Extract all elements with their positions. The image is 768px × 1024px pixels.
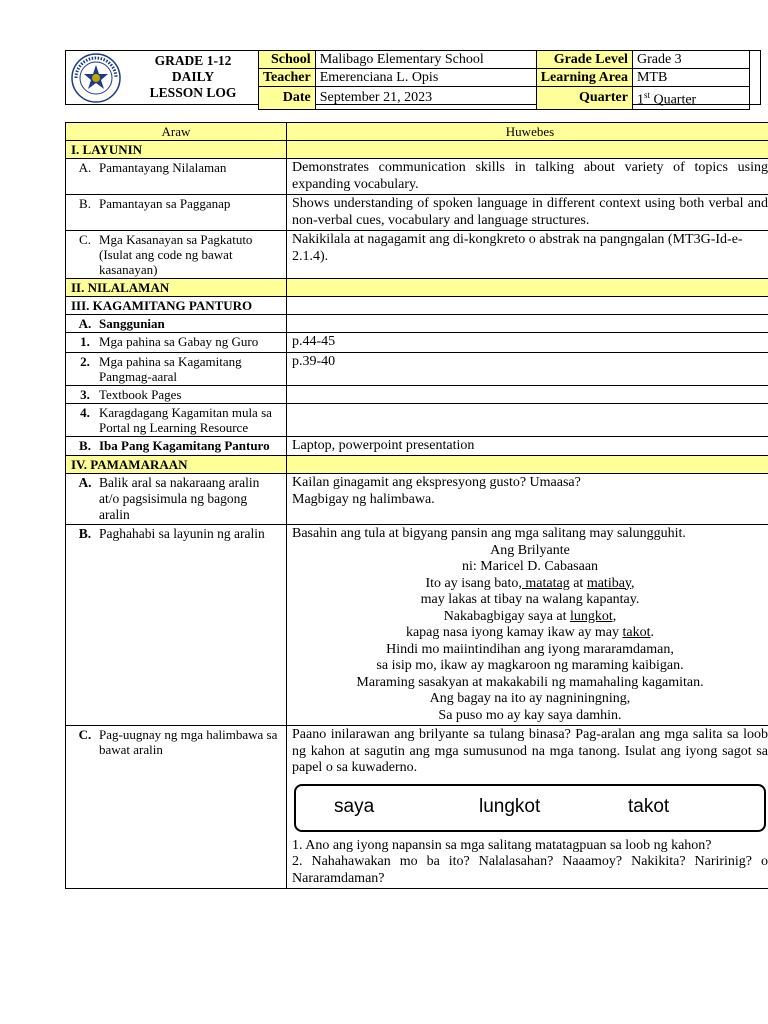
table-row: 1. Mga pahina sa Gabay ng Guro p.44-45 <box>66 333 768 353</box>
word-takot: takot <box>628 796 670 818</box>
section-kagamitang-panturo: III. KAGAMITANG PANTURO <box>66 297 287 315</box>
poem-author: ni: Maricel D. Cabasaan <box>461 559 599 574</box>
table-row: 2. Mga pahina sa Kagamitang Pangmag-aaral p.39-40 <box>66 352 768 385</box>
question-2: 2. Nahahawakan mo ba ito? Nalalasahan? Naaamoy? Nakikita? Naririnig? o Nararamdaman? <box>292 854 768 886</box>
teacher-label: Teacher <box>259 69 316 87</box>
date-label: Date <box>259 87 316 110</box>
word-box <box>294 784 766 832</box>
table-row: C. Pag-uugnay ng mga halimbawa sa bawat aralin Paano inilarawan ang brilyante sa tulang binasa? Pag-aralan ang mga salita sa loob ng kahon at sagutin ang mga sumusunod na mga tanong. Isulat ang iyong sagot sa papel o sa kuwaderno. saya lungkot takot 1. Ano ang iyong napansin sa mga salitang matatagpuan sa loob ng kahon? 2. Nahahawakan mo ba ito? Nalalasahan? Naaamoy? Nakikita? Naririnig? o Nararamdaman? <box>66 726 768 889</box>
learning-area-value: MTB <box>632 69 749 87</box>
section-nilalaman: II. NILALAMAN <box>66 279 287 297</box>
word-saya: saya <box>334 796 375 818</box>
school-value: Malibago Elementary School <box>315 51 536 69</box>
grade-level-value: Grade 3 <box>632 51 749 69</box>
school-label: School <box>259 51 316 69</box>
table-row: A. Sanggunian <box>66 315 768 333</box>
learning-area-label: Learning Area <box>536 69 632 87</box>
table-row: 3. Textbook Pages <box>66 385 768 403</box>
table-row: 4. Karagdagang Kagamitan mula sa Portal ng Learning Resource <box>66 403 768 436</box>
col-header-araw: Araw <box>66 123 287 141</box>
table-row: C. Mga Kasanayan sa Pagkatuto (Isulat ang code ng bawat kasanayan) Nakikilala at nagagamit ang di-kongkreto o abstrak na pangngalan (MT3G-Id-e-2.1.4). <box>66 231 768 279</box>
poem: Ang Brilyante ni: Maricel D. Cabasaan Ito ay isang bato, matatag at matibay, may lakas at tibay na walang kapantay. Nakabagbigay saya at lungkot, kapag nasa iyong kamay ikaw ay may takot. Hindi mo maiintindihan ang iyong mararamdaman, sa isip mo, ikaw ay magkaroon ng maraming kaibigan. Maraming sasakyan at makakabili ng mamahaling kagamitan. Ang bagay na ito ay nagniningning, Sa puso mo ay kay saya damhin. <box>292 543 768 725</box>
log-title: GRADE 1-12 DAILY LESSON LOG <box>149 53 237 100</box>
quarter-value: 1st Quarter <box>632 87 749 110</box>
header-block <box>65 50 761 108</box>
word-lungkot: lungkot <box>479 796 541 818</box>
poem-cell: Basahin ang tula at bigyang pansin ang mga salitang may salungguhit. Ang Brilyante ni: Maricel D. Cabasaan Ito ay isang bato, matatag at matibay, may lakas at tibay na walang kapantay. Nakabagbigay saya at lungkot, kapag nasa iyong kamay ikaw ay may takot. Hindi mo maiintindihan ang iyong mararamdaman, sa isip mo, ikaw ay magkaroon ng maraming kaibigan. Maraming sasakyan at makakabili ng mamahaling kagamitan. Ang bagay na ito ay nagniningning, Sa puso mo ay kay saya damhin. <box>287 525 768 726</box>
poem-title: Ang Brilyante <box>490 542 570 558</box>
table-row: A. Pamantayang Nilalaman Demonstrates communication skills in talking about variety of topics using expanding vocabulary. <box>66 159 768 195</box>
table-row: B. Paghahabi sa layunin ng aralin Basahin ang tula at bigyang pansin ang mga salitang may salungguhit. Ang Brilyante ni: Maricel D. Cabasaan Ito ay isang bato, matatag at matibay, may lakas at tibay na walang kapantay. Nakabagbigay saya at lungkot, kapag nasa iyong kamay ikaw ay may takot. Hindi mo maiintindihan ang iyong mararamdaman, sa isip mo, ikaw ay magkaroon ng maraming kaibigan. Maraming sasakyan at makakabili ng mamahaling kagamitan. Ang bagay na ito ay nagniningning, Sa puso mo ay kay saya damhin. <box>66 525 768 726</box>
grade-level-label: Grade Level <box>536 51 632 69</box>
date-value: September 21, 2023 <box>315 87 536 110</box>
table-row: A. Balik aral sa nakaraang aralin at/o pagsisimula ng bagong aralin Kailan ginagamit ang ekspresyong gusto? Umaasa? Magbigay ng halimbawa. <box>66 474 768 525</box>
section-row <box>66 279 768 297</box>
teacher-value: Emerenciana L. Opis <box>315 69 536 87</box>
col-header-huwebes: Huwebes <box>287 123 768 141</box>
question-1: 1. Ano ang iyong napansin sa mga salitang matatagpuan sa loob ng kahon? <box>292 837 712 853</box>
quarter-label: Quarter <box>536 87 632 110</box>
section-layunin: I. LAYUNIN <box>66 141 287 159</box>
header-info-grid <box>258 50 750 110</box>
section-row <box>66 297 768 315</box>
section-pamamaraan: IV. PAMAMARAAN <box>66 456 287 474</box>
lesson-table <box>65 122 768 889</box>
table-row: B. Iba Pang Kagamitang Panturo Laptop, powerpoint presentation <box>66 436 768 456</box>
deped-seal-icon <box>68 52 124 104</box>
section-row <box>66 141 768 159</box>
section-row <box>66 456 768 474</box>
table-row: B. Pamantayan sa Pagganap Shows understanding of spoken language in different context using both verbal and non-verbal cues, vocabulary and language structures. <box>66 195 768 231</box>
table-header-row <box>66 123 768 141</box>
